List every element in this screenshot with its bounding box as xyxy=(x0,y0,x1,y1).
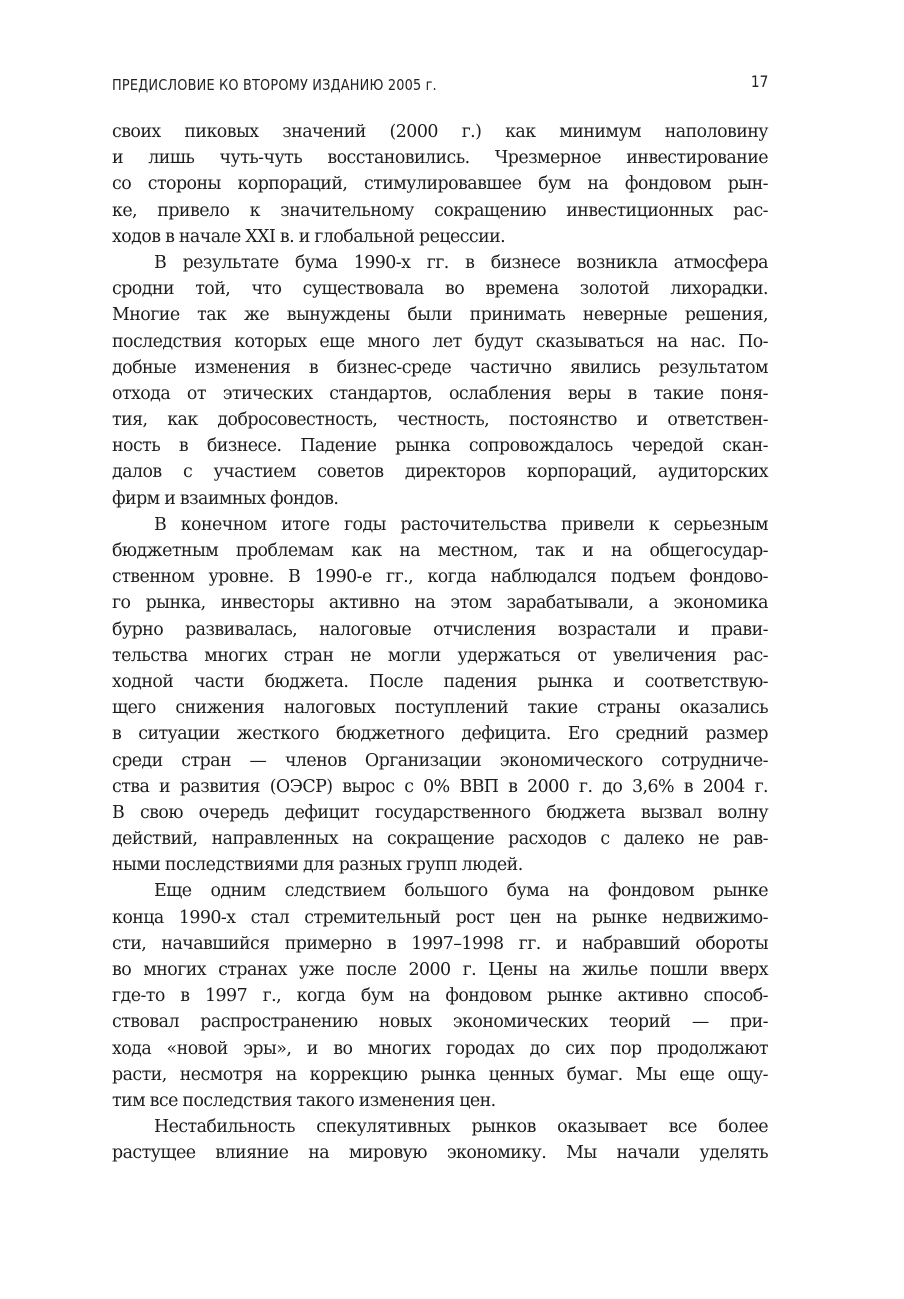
paragraph xyxy=(112,250,768,512)
text-line: ственном уровне. В 1990-е гг., когда наблюдался подъем фондово- xyxy=(112,567,768,588)
paragraph xyxy=(112,512,768,879)
text-line: бюджетным проблемам как на местном, так и на общегосудар- xyxy=(112,541,768,561)
text-line: конца 1990-х стал стремительный рост цен на рынке недвижимо- xyxy=(112,907,768,928)
text-line: тия, как добросовестность, честность, постоянство и ответствен- xyxy=(112,410,768,431)
text-line: ства и развития (ОЭСР) вырос с 0% ВВП в 2000 г. до 3,6% в 2004 г. xyxy=(112,776,768,797)
running-header xyxy=(112,72,768,102)
text-line: щего снижения налоговых поступлений такие страны оказались xyxy=(112,698,768,719)
text-line: среди стран — членов Организации экономического сотрудниче- xyxy=(112,750,768,771)
text-line: Многие так же вынуждены были принимать неверные решения, xyxy=(112,305,768,326)
text-line: тельства многих стран не могли удержаться от увеличения рас- xyxy=(112,645,768,666)
text-line: Нестабильность спекулятивных рынков оказывает все более xyxy=(154,1117,768,1138)
text-line: сти, начавшийся примерно в 1997–1998 гг. и набравший обороты xyxy=(112,933,768,954)
paragraph xyxy=(112,878,768,1114)
text-line: ходов в начале XXI в. и глобальной рецессии. xyxy=(112,226,506,247)
text-line: далов с участием советов директоров корпораций, аудиторских xyxy=(112,462,768,483)
text-line: действий, направленных на сокращение расходов с далеко не рав- xyxy=(112,829,768,850)
text-line: В результате бума 1990-х гг. в бизнесе возникла атмосфера xyxy=(154,252,768,273)
text-line: го рынка, инвесторы активно на этом зарабатывали, а экономика xyxy=(112,593,768,614)
text-line: ствовал распространению новых экономических теорий — при- xyxy=(112,1012,768,1033)
text-line: ными последствиями для разных групп людей. xyxy=(112,855,523,876)
text-line: тим все последствия такого изменения цен. xyxy=(112,1090,496,1111)
text-line: добные изменения в бизнес-среде частично явились результатом xyxy=(112,357,768,378)
text-line: где-то в 1997 г., когда бум на фондовом рынке активно способ- xyxy=(112,986,768,1007)
text-line: растущее влияние на мировую экономику. Мы начали уделять xyxy=(112,1143,768,1164)
text-line: Еще одним следствием большого бума на фондовом рынке xyxy=(154,881,768,902)
body-text xyxy=(112,119,768,1167)
text-line: бурно развивалась, налоговые отчисления возрастали и прави- xyxy=(112,619,768,640)
text-line: последствия которых еще много лет будут сказываться на нас. По- xyxy=(112,331,768,352)
text-line: сродни той, что существовала во времена золотой лихорадки. xyxy=(112,279,768,300)
page-number: 17 xyxy=(750,72,768,91)
text-line: в ситуации жесткого бюджетного дефицита. Его средний размер xyxy=(112,724,768,745)
paragraph xyxy=(112,1114,768,1166)
text-line: В конечном итоге годы расточительства привели к серьезным xyxy=(154,514,768,535)
text-line: расти, несмотря на коррекцию рынка ценных бумаг. Мы еще ощу- xyxy=(112,1064,768,1085)
text-line: В свою очередь дефицит государственного бюджета вызвал волну xyxy=(112,802,768,823)
text-line: хода «новой эры», и во многих городах до сих пор продолжают xyxy=(112,1038,768,1059)
text-line: ке, привело к значительному сокращению инвестиционных рас- xyxy=(112,200,768,221)
text-line: и лишь чуть-чуть восстановились. Чрезмерное инвестирование xyxy=(112,148,768,169)
text-line: отхода от этических стандартов, ослабления веры в такие поня- xyxy=(112,383,768,404)
text-line: ность в бизнесе. Падение рынка сопровождалось чередой скан- xyxy=(112,436,768,457)
text-line: своих пиковых значений (2000 г.) как минимум наполовину xyxy=(112,122,768,142)
text-line: ходной части бюджета. После падения рынка и соответствую- xyxy=(112,671,768,692)
text-line: фирм и взаимных фондов. xyxy=(112,488,339,509)
text-line: со стороны корпораций, стимулировавшее бум на фондовом рын- xyxy=(112,174,768,195)
paragraph xyxy=(112,119,768,250)
text-line: во многих странах уже после 2000 г. Цены на жилье пошли вверх xyxy=(112,960,768,980)
chapter-title: ПРЕДИСЛОВИЕ КО ВТОРОМУ ИЗДАНИЮ 2005 г. xyxy=(112,76,437,94)
